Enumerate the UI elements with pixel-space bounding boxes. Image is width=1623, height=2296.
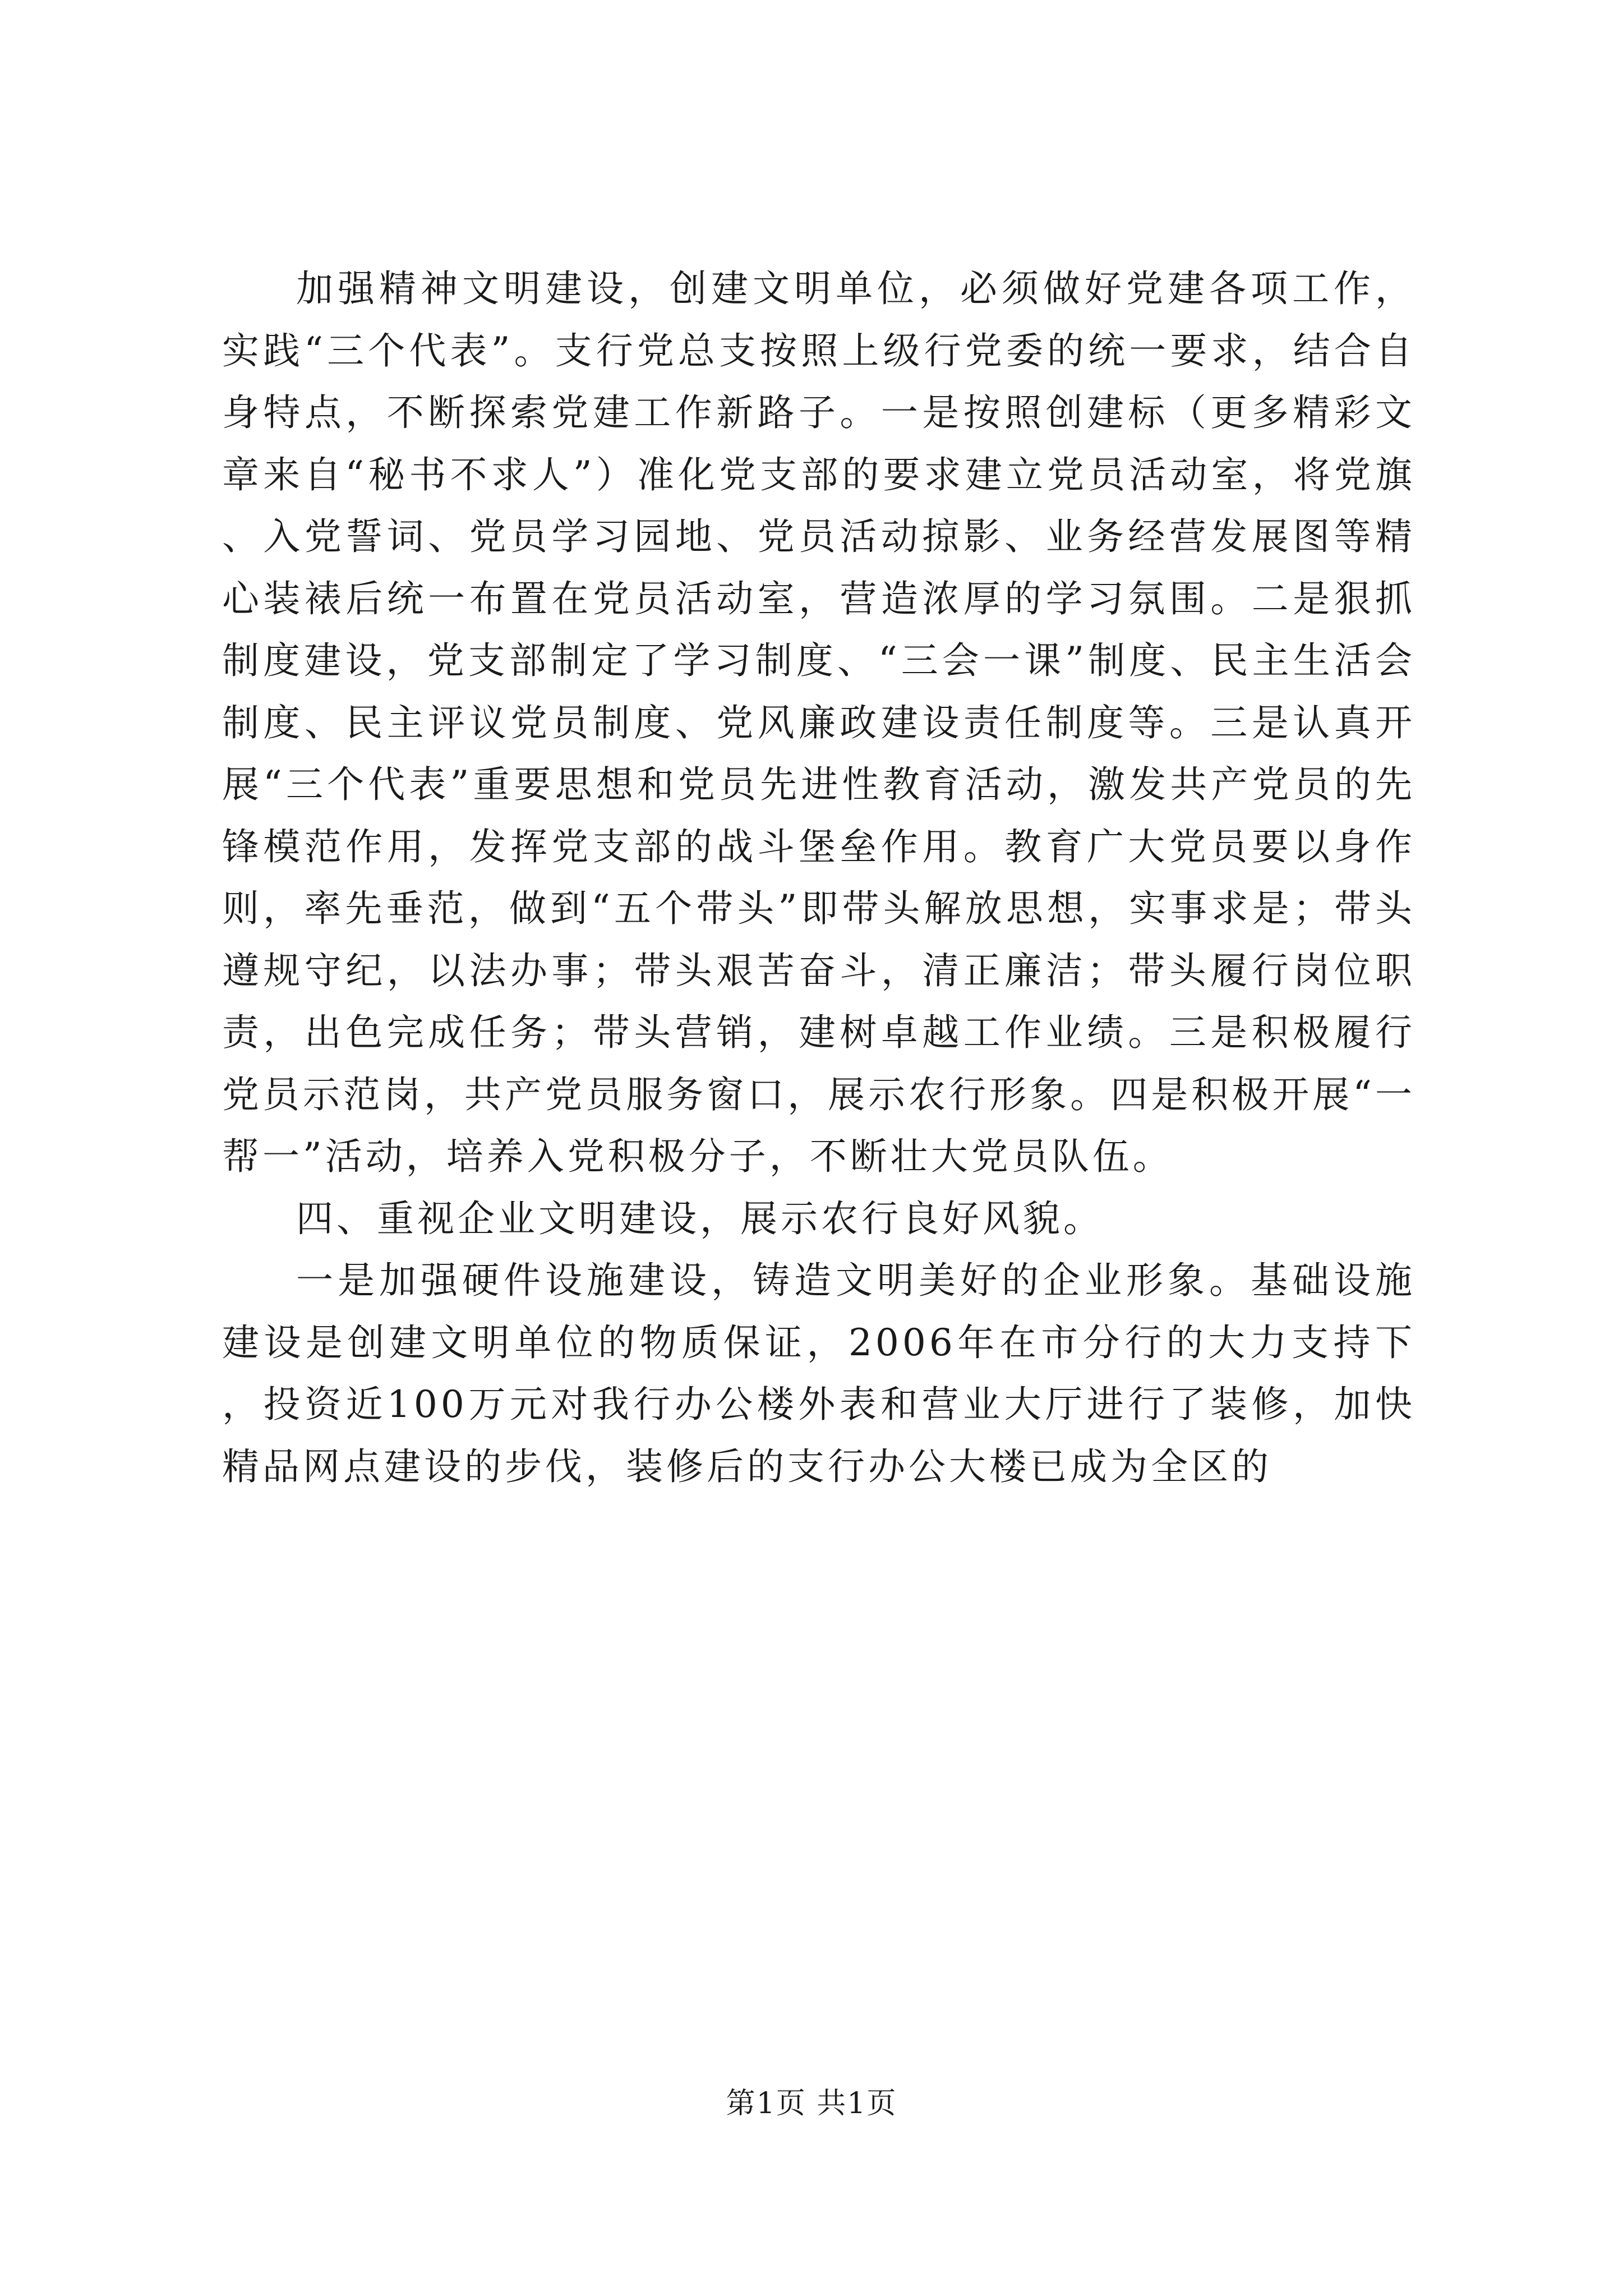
page-number-footer: 第1页 共1页 <box>726 2087 897 2120</box>
paragraph-party-building: 加强精神文明建设，创建文明单位，必须做好党建各项工作，实践“三个代表”。支行党总支按照上级行党委的统一要求，结合自身特点，不断探索党建工作新路子。一是按照创建标（更多精彩文章来自“秘书不求人”）准化党支部的要求建立党员活动室，将党旗、入党誓词、党员学习园地、党员活动掠影、业务经营发展图等精心装裱后统一布置在党员活动室，营造浓厚的学习氛围。二是狠抓制度建设，党支部制定了学习制度、“三会一课”制度、民主生活会制度、民主评议党员制度、党风廉政建设责任制度等。三是认真开展“三个代表”重要思想和党员先进性教育活动，激发共产党员的先锋模范作用，发挥党支部的战斗堡垒作用。教育广大党员要以身作则，率先垂范，做到“五个带头”即带头解放思想，实事求是；带头遵规守纪，以法办事；带头艰苦奋斗，清正廉洁；带头履行岗位职责，出色完成任务；带头营销，建树卓越工作业绩。三是积极履行党员示范岗，共产党员服务窗口，展示农行形象。四是积极开展“一帮一”活动，培养入党积极分子，不断壮大党员队伍。 <box>222 267 1415 1178</box>
document-body <box>222 258 1415 1498</box>
paragraph-hardware-facilities: 一是加强硬件设施建设，铸造文明美好的企业形象。基础设施建设是创建文明单位的物质保证，2006年在市分行的大力支持下，投资近100万元对我行办公楼外表和营业大厅进行了装修，加快精品网点建设的步伐，装修后的支行办公大楼已成为全区的 <box>222 1259 1415 1488</box>
section-heading-enterprise-civilization: 四、重视企业文明建设，展示农行良好风貌。 <box>296 1197 1104 1240</box>
